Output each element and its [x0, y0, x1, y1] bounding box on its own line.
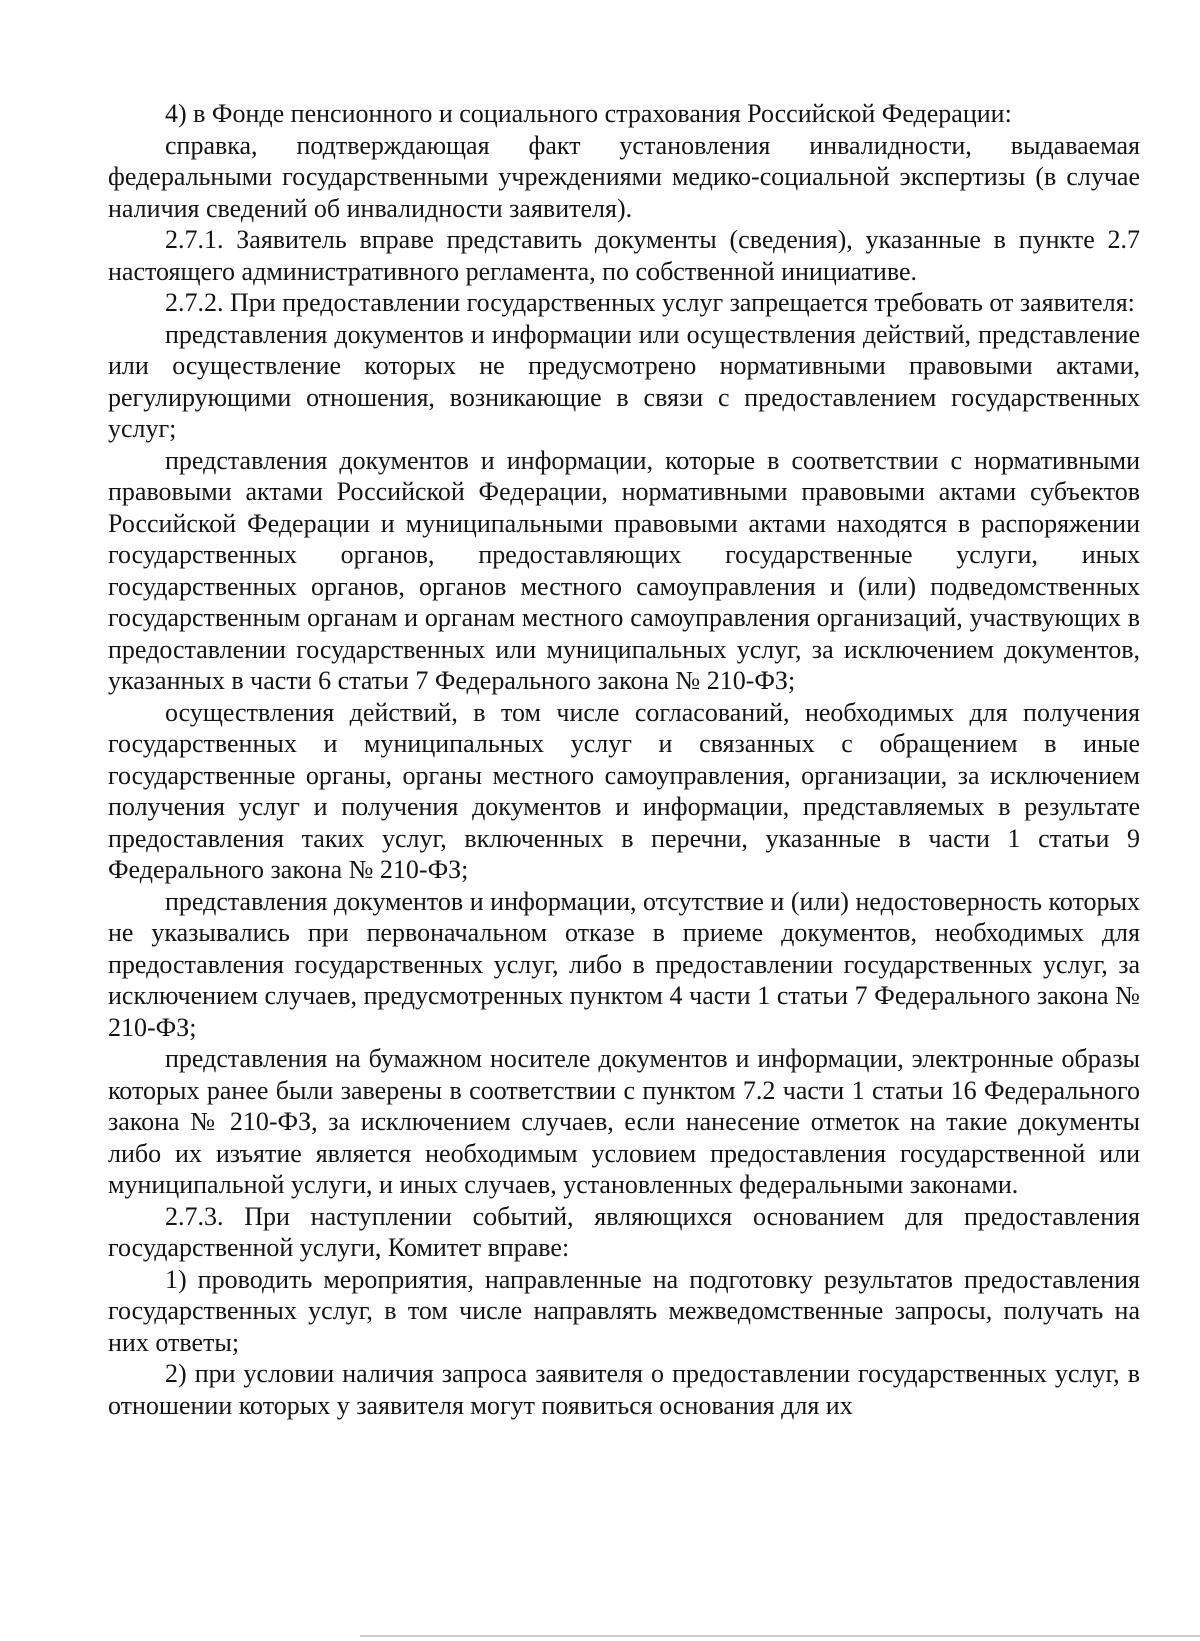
paragraph-requirement-5: представления на бумажном носителе документов и информации, электронные образы которых ранее были заверены в соответствии с пунктом 7.2 части 1 статьи 16 Федерального закона № 210-ФЗ, за исключением случаев, если нанесение отметок на такие документы либо их изъятие является необходимым условием предоставления государственной или муниципальной услуги, и иных случаев, установленных федеральными законами.	[108, 1044, 1140, 1199]
paragraph-requirement-3: осуществления действий, в том числе согласований, необходимых для получения государственных и муниципальных услуг и связанных с обращением в иные государственные органы, органы местного самоуправления, организации, за исключением получения услуг и получения документов и информации, представляемых в результате предоставления таких услуг, включенных в перечни, указанные в части 1 статьи 9 Федерального закона № 210-ФЗ;	[108, 697, 1140, 884]
paragraph-requirement-1: представления документов и информации или осуществления действий, представление или осуществление которых не предусмотрено нормативными правовыми актами, регулирующими отношения, возникающие в связи с предоставлением государственных услуг;	[108, 319, 1140, 443]
document-body	[108, 98, 1140, 1421]
paragraph-2-7-2: 2.7.2. При предоставлении государственных услуг запрещается требовать от заявителя:	[165, 288, 1135, 317]
paragraph-fund-pension: 4) в Фонде пенсионного и социального страхования Российской Федерации:	[165, 99, 1012, 128]
paragraph-item-1: 1) проводить мероприятия, направленные на подготовку результатов предоставления государственных услуг, в том числе направлять межведомственные запросы, получать на них ответы;	[108, 1264, 1140, 1357]
paragraph-requirement-4: представления документов и информации, отсутствие и (или) недостоверность которых не указывались при первоначальном отказе в приеме документов, необходимых для предоставления государственных услуг, либо в предоставлении государственных услуг, за исключением случаев, предусмотренных пунктом 4 части 1 статьи 7 Федерального закона № 210-ФЗ;	[108, 886, 1140, 1042]
paragraph-2-7-3: 2.7.3. При наступлении событий, являющихся основанием для предоставления государственной услуги, Комитет вправе:	[108, 1201, 1140, 1262]
paragraph-item-2: 2) при условии наличия запроса заявителя о предоставлении государственных услуг, в отношении которых у заявителя могут появиться основания для их	[108, 1359, 1140, 1420]
scan-edge-line	[360, 1635, 1200, 1637]
paragraph-disability-certificate: справка, подтверждающая факт установления инвалидности, выдаваемая федеральными государственными учреждениями медико-социальной экспертизы (в случае наличия сведений об инвалидности заявителя).	[108, 130, 1140, 223]
paragraph-requirement-2: представления документов и информации, которые в соответствии с нормативными правовыми актами Российской Федерации, нормативными правовыми актами субъектов Российской Федерации и муниципальными правовыми актами находятся в распоряжении государственных органов, предоставляющих государственные услуги, иных государственных органов, органов местного самоуправления и (или) подведомственных государственным органам и органам местного самоуправления организаций, участвующих в предоставлении государственных или муниципальных услуг, за исключением документов, указанных в части 6 статьи 7 Федерального закона № 210-ФЗ;	[108, 445, 1140, 695]
paragraph-2-7-1: 2.7.1. Заявитель вправе представить документы (сведения), указанные в пункте 2.7 настоящего административного регламента, по собственной инициативе.	[108, 225, 1140, 286]
